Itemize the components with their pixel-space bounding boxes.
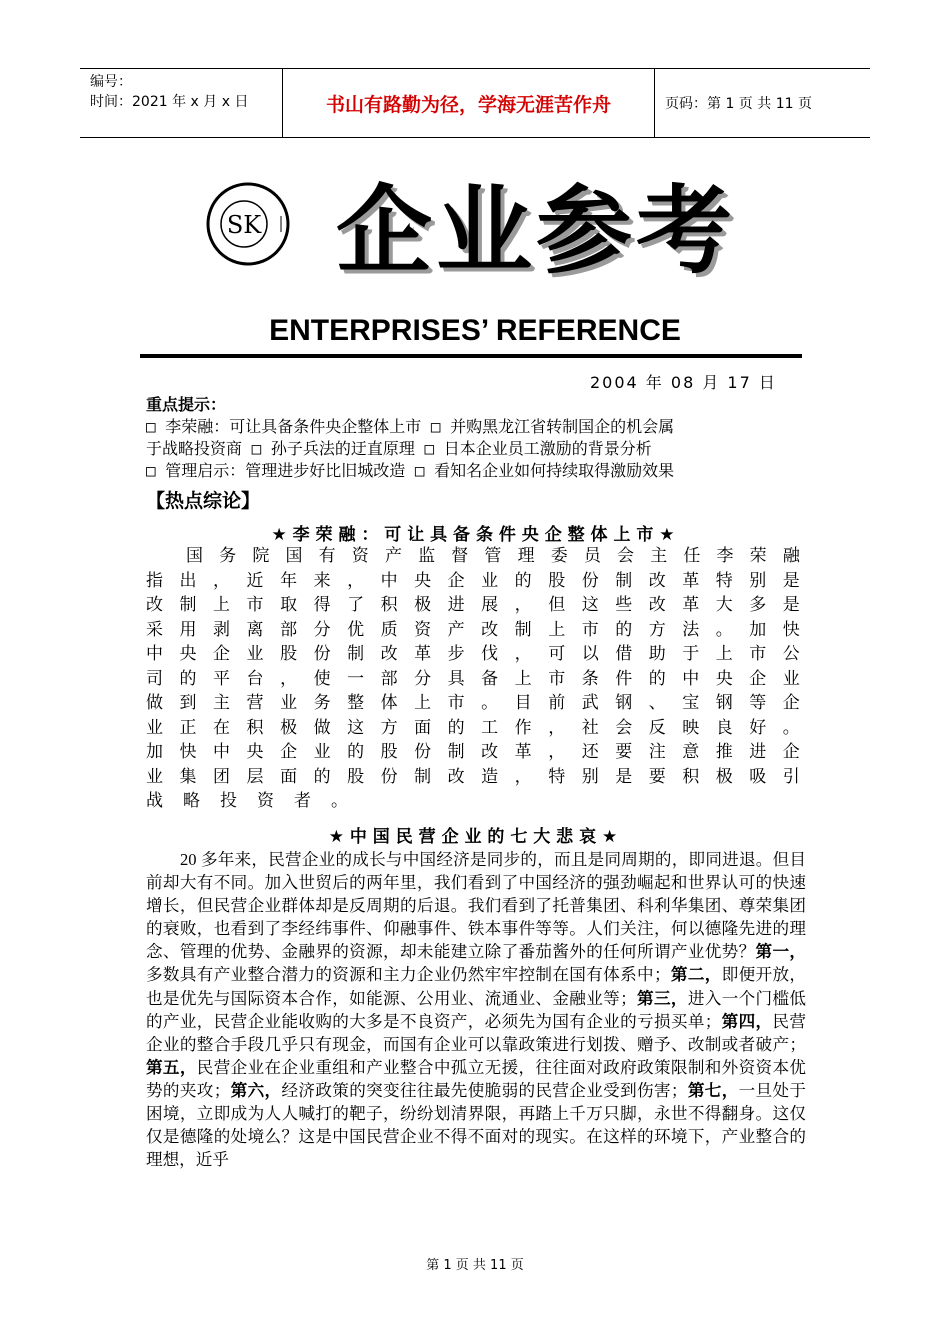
article-line: 采 用 剥 离 部 分 优 质 资 产 改 制 上 市 的 方 法 。 加 快 bbox=[146, 619, 800, 640]
number-label: 编号： bbox=[90, 74, 132, 90]
sk-logo-icon bbox=[204, 180, 292, 268]
article-body bbox=[146, 544, 800, 814]
svg-text:SK: SK bbox=[226, 211, 262, 239]
highlight-line: □ 管理启示：管理进步好比旧城改造 □ 看知名企业如何持续取得激励效果 bbox=[146, 461, 675, 480]
article-line: 业 集 团 层 面 的 股 份 制 改 造 ， 特 别 是 要 积 极 吸 引 bbox=[146, 766, 800, 787]
article-body: 20 多年来，民营企业的成长与中国经济是同步的，而且是同周期的，即同进退。但目前却大有不同。加入世贸后的两年里，我们看到了中国经济的强劲崛起和世界认可的快速增长，但民营企业群体却是反周期的后退。我们看到了托普集团、科利华集团、尊荣集团的衰败，也看到了李经纬事件、仰融事件、铁本事件等等。人们关注，何以德隆先进的理念、管理的优势、金融界的资源，却未能建立除了番茄酱外的任何所谓产业优势？第一，多数具有产业整合潜力的资源和主力企业仍然牢牢控制在国有体系中；第二，即便开放，也是优先与国际资本合作，如能源、公用业、流通业、金融业等；第三，进入一个门槛低的产业，民营企业能收购的大多是不良资产，必须先为国有企业的亏损买单；第四，民营企业的整合手段几乎只有现金，而国有企业可以靠政策进行划拨、赠予、改制或者破产；第五，民营企业在企业重组和产业整合中孤立无援，往往面对政府政策限制和外资资本优势的夹攻；第六，经济政策的突变往往最先使脆弱的民营企业受到伤害；第七，一旦处于困境，立即成为人人喊打的靶子，纷纷划清界限，再踏上千万只脚，永世不得翻身。这仅仅是德隆的处境么？这是中国民营企业不得不面对的现实。在这样的环境下，产业整合的理想，近乎 bbox=[146, 850, 807, 1170]
article-heading: ★ 李 荣 融 ： 可 让 具 备 条 件 央 企 整 体 上 市 ★ bbox=[271, 525, 675, 545]
highlights-title: 重点提示： bbox=[146, 395, 227, 414]
article-line: 业 正 在 积 极 做 这 方 面 的 工 作 ， 社 会 反 映 良 好 。 bbox=[146, 717, 800, 738]
article-line: 战 略 投 资 者 。 bbox=[146, 791, 348, 811]
publication-subtitle: ENTERPRISES’ REFERENCE bbox=[269, 314, 681, 347]
document-header bbox=[80, 68, 870, 138]
page-footer: 第 1 页 共 11 页 bbox=[426, 1258, 524, 1273]
article-line: 做 到 主 营 业 务 整 体 上 市 。 目 前 武 钢 、 宝 钢 等 企 bbox=[146, 693, 800, 713]
publication-title: 企业参考 bbox=[336, 175, 736, 287]
highlight-line: □ 李荣融：可让具备条件央企整体上市 □ 并购黑龙江省转制国企的机会属 bbox=[146, 417, 675, 436]
article-line: 司 的 平 台 ， 使 一 部 分 具 备 上 市 条 件 的 中 央 企 业 bbox=[146, 668, 800, 689]
article-line: 国 务 院 国 有 资 产 监 督 管 理 委 员 会 主 任 李 荣 融 bbox=[186, 546, 800, 566]
title-divider bbox=[140, 354, 802, 358]
article-line: 加 快 中 央 企 业 的 股 份 制 改 革 ， 还 要 注 意 推 进 企 bbox=[146, 742, 800, 762]
section-title: 【热点综论】 bbox=[146, 490, 261, 512]
time-label: 时间：2021 年 x 月 x 日 bbox=[90, 94, 249, 110]
header-meta bbox=[80, 69, 282, 137]
article-line: 中 央 企 业 股 份 制 改 革 步 伐 ， 可 以 借 助 于 上 市 公 bbox=[146, 644, 800, 664]
article-line: 指 出 ， 近 年 来 ， 中 央 企 业 的 股 份 制 改 革 特 别 是 bbox=[146, 570, 800, 591]
issue-date: 2004 年 08 月 17 日 bbox=[590, 373, 777, 392]
article-heading: ★ 中 国 民 营 企 业 的 七 大 悲 哀 ★ bbox=[328, 827, 618, 847]
highlight-line: 于战略投资商 □ 孙子兵法的迂直原理 □ 日本企业员工激励的背景分析 bbox=[146, 439, 652, 458]
header-page-info: 页码：第 1 页 共 11 页 bbox=[665, 96, 812, 112]
article-line: 改 制 上 市 取 得 了 积 极 进 展 ， 但 这 些 改 革 大 多 是 bbox=[146, 595, 800, 615]
header-motto: 书山有路勤为径，学海无涯苦作舟 bbox=[282, 69, 655, 137]
